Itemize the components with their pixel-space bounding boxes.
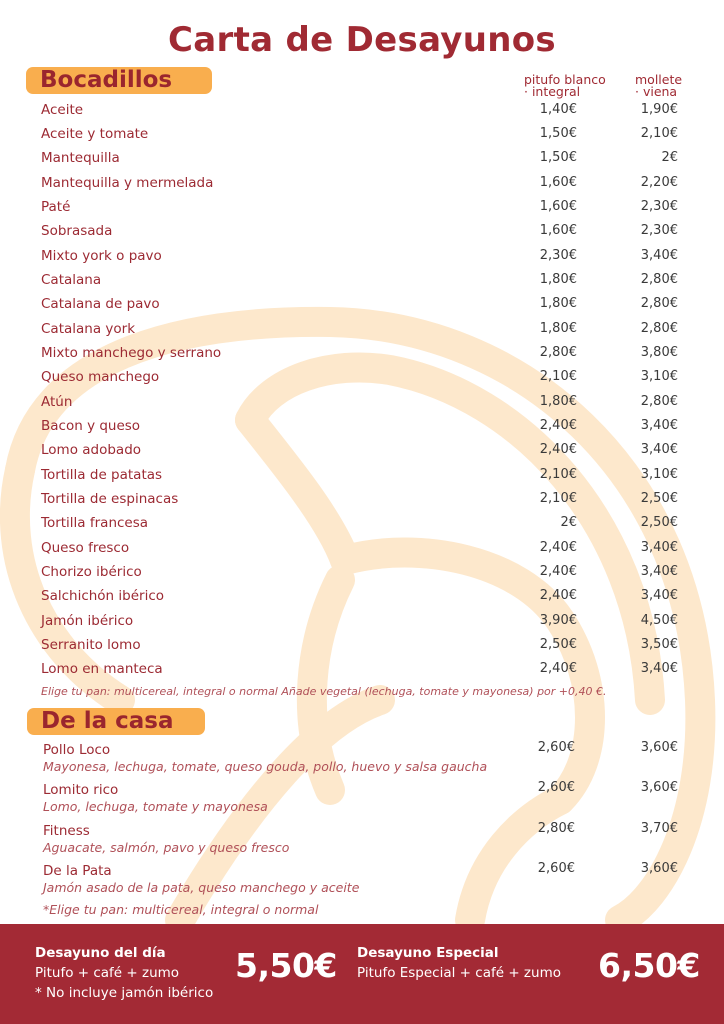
- price-pitufo: 2,80€: [539, 345, 577, 360]
- house-item: [43, 863, 681, 899]
- menu-item-row: [41, 564, 681, 584]
- price-pitufo: 1,60€: [539, 223, 577, 238]
- price-mollete: 2,30€: [640, 199, 678, 214]
- item-name: Pollo Loco: [43, 742, 111, 758]
- item-name: Paté: [41, 199, 71, 215]
- price-mollete: 2,30€: [640, 223, 678, 238]
- price-mollete: 3,60€: [640, 780, 678, 795]
- menu-item-row: [41, 223, 681, 243]
- price-mollete: 2,80€: [640, 272, 678, 287]
- price-pitufo: 1,50€: [539, 150, 577, 165]
- price-mollete: 4,50€: [640, 613, 678, 628]
- column-header-line: pitufo blanco: [524, 72, 606, 87]
- menu-item-row: [41, 345, 681, 365]
- price-pitufo: 1,50€: [539, 126, 577, 141]
- item-name: Catalana york: [41, 321, 136, 337]
- item-name: Chorizo ibérico: [41, 564, 142, 580]
- price-pitufo: 2,40€: [539, 418, 577, 433]
- price-pitufo: 2,80€: [537, 821, 575, 836]
- combo-note-dia: * No incluye jamón ibérico: [35, 985, 214, 1001]
- item-name: Mixto manchego y serrano: [41, 345, 222, 361]
- house-item: [43, 782, 681, 818]
- item-name: Queso manchego: [41, 369, 160, 385]
- price-mollete: 3,80€: [640, 345, 678, 360]
- price-mollete: 3,40€: [640, 442, 678, 457]
- column-header-mollete: [635, 74, 682, 98]
- item-name: Salchichón ibérico: [41, 588, 165, 604]
- item-name: De la Pata: [43, 863, 112, 879]
- combo-description-dia: Pitufo + café + zumo: [35, 965, 180, 981]
- item-name: Tortilla francesa: [41, 515, 149, 531]
- menu-item-row: [41, 661, 681, 681]
- menu-item-row: [41, 150, 681, 170]
- bread-note-casa: *Elige tu pan: multicereal, integral o normal: [43, 902, 319, 917]
- price-pitufo: 2,10€: [539, 491, 577, 506]
- item-name: Bacon y queso: [41, 418, 141, 434]
- house-item: [43, 823, 681, 859]
- item-name: Serranito lomo: [41, 637, 141, 653]
- price-mollete: 2,50€: [640, 491, 678, 506]
- price-pitufo: 3,90€: [539, 613, 577, 628]
- price-pitufo: 1,60€: [539, 175, 577, 190]
- price-pitufo: 2,60€: [537, 861, 575, 876]
- house-item: [43, 742, 681, 778]
- section-heading-de-la-casa: De la casa: [27, 708, 205, 735]
- price-mollete: 3,50€: [640, 637, 678, 652]
- menu-item-row: [41, 126, 681, 146]
- menu-item-row: [41, 467, 681, 487]
- price-pitufo: 2,60€: [537, 740, 575, 755]
- price-pitufo: 1,80€: [539, 321, 577, 336]
- price-mollete: 2,20€: [640, 175, 678, 190]
- price-mollete: 3,40€: [640, 418, 678, 433]
- section-heading-bocadillos: Bocadillos: [26, 67, 212, 94]
- item-name: Mantequilla: [41, 150, 120, 166]
- menu-item-row: [41, 442, 681, 462]
- menu-item-row: [41, 418, 681, 438]
- menu-item-row: [41, 248, 681, 268]
- price-mollete: 3,70€: [640, 821, 678, 836]
- combo-description-especial: Pitufo Especial + café + zumo: [357, 965, 561, 981]
- item-name: Catalana de pavo: [41, 296, 160, 312]
- item-name: Lomo adobado: [41, 442, 142, 458]
- menu-item-row: [41, 321, 681, 341]
- item-name: Mantequilla y mermelada: [41, 175, 214, 191]
- price-mollete: 2€: [661, 150, 678, 165]
- price-mollete: 3,10€: [640, 369, 678, 384]
- price-pitufo: 2,10€: [539, 467, 577, 482]
- price-mollete: 2,10€: [640, 126, 678, 141]
- item-name: Sobrasada: [41, 223, 113, 239]
- price-pitufo: 2,50€: [539, 637, 577, 652]
- price-mollete: 3,40€: [640, 661, 678, 676]
- item-name: Mixto york o pavo: [41, 248, 162, 264]
- item-name: Tortilla de patatas: [41, 467, 163, 483]
- menu-item-row: [41, 102, 681, 122]
- page-title: Carta de Desayunos: [168, 20, 556, 60]
- menu-item-row: [41, 272, 681, 292]
- price-mollete: 3,40€: [640, 564, 678, 579]
- item-name: Aceite: [41, 102, 84, 118]
- item-name: Jamón ibérico: [41, 613, 134, 629]
- price-pitufo: 1,80€: [539, 296, 577, 311]
- item-name: Lomito rico: [43, 782, 119, 798]
- price-pitufo: 2,60€: [537, 780, 575, 795]
- menu-item-row: [41, 296, 681, 316]
- combo-title-dia: Desayuno del día: [35, 945, 166, 961]
- item-description: Lomo, lechuga, tomate y mayonesa: [43, 799, 268, 814]
- price-pitufo: 2€: [560, 515, 577, 530]
- price-pitufo: 2,10€: [539, 369, 577, 384]
- item-name: Aceite y tomate: [41, 126, 149, 142]
- item-description: Mayonesa, lechuga, tomate, queso gouda, pollo, huevo y salsa gaucha: [43, 759, 488, 774]
- price-pitufo: 1,80€: [539, 394, 577, 409]
- combo-price-dia: 5,50€: [235, 946, 337, 985]
- item-name: Tortilla de espinacas: [41, 491, 179, 507]
- price-mollete: 2,80€: [640, 321, 678, 336]
- price-mollete: 3,40€: [640, 588, 678, 603]
- menu-item-row: [41, 369, 681, 389]
- column-header-pitufo: [524, 74, 606, 98]
- price-mollete: 1,90€: [640, 102, 678, 117]
- item-name: Fitness: [43, 823, 90, 839]
- item-name: Queso fresco: [41, 540, 130, 556]
- price-mollete: 3,60€: [640, 861, 678, 876]
- menu-item-row: [41, 515, 681, 535]
- item-description: Jamón asado de la pata, queso manchego y aceite: [43, 880, 360, 895]
- price-pitufo: 2,30€: [539, 248, 577, 263]
- price-pitufo: 1,60€: [539, 199, 577, 214]
- item-name: Atún: [41, 394, 73, 410]
- column-header-line: · viena: [635, 84, 678, 99]
- menu-item-row: [41, 394, 681, 414]
- item-name: Catalana: [41, 272, 102, 288]
- combo-footer: [0, 924, 724, 1024]
- item-name: Lomo en manteca: [41, 661, 163, 677]
- column-header-line: · integral: [524, 84, 581, 99]
- price-pitufo: 2,40€: [539, 442, 577, 457]
- price-mollete: 3,40€: [640, 540, 678, 555]
- menu-item-row: [41, 540, 681, 560]
- bread-note: Elige tu pan: multicereal, integral o normal Añade vegetal (lechuga, tomate y mayonesa) por +0,40 €.: [41, 685, 607, 698]
- price-mollete: 3,10€: [640, 467, 678, 482]
- price-pitufo: 1,80€: [539, 272, 577, 287]
- price-pitufo: 2,40€: [539, 540, 577, 555]
- price-pitufo: 2,40€: [539, 661, 577, 676]
- combo-title-especial: Desayuno Especial: [357, 945, 499, 961]
- menu-item-row: [41, 637, 681, 657]
- menu-item-row: [41, 491, 681, 511]
- price-mollete: 3,60€: [640, 740, 678, 755]
- menu-item-row: [41, 588, 681, 608]
- column-header-line: mollete: [635, 72, 683, 87]
- price-mollete: 3,40€: [640, 248, 678, 263]
- price-mollete: 2,80€: [640, 394, 678, 409]
- item-description: Aguacate, salmón, pavo y queso fresco: [43, 840, 290, 855]
- price-pitufo: 2,40€: [539, 588, 577, 603]
- price-pitufo: 1,40€: [539, 102, 577, 117]
- menu-item-row: [41, 613, 681, 633]
- combo-price-especial: 6,50€: [598, 946, 700, 985]
- price-mollete: 2,80€: [640, 296, 678, 311]
- price-pitufo: 2,40€: [539, 564, 577, 579]
- price-mollete: 2,50€: [640, 515, 678, 530]
- menu-item-row: [41, 175, 681, 195]
- menu-item-row: [41, 199, 681, 219]
